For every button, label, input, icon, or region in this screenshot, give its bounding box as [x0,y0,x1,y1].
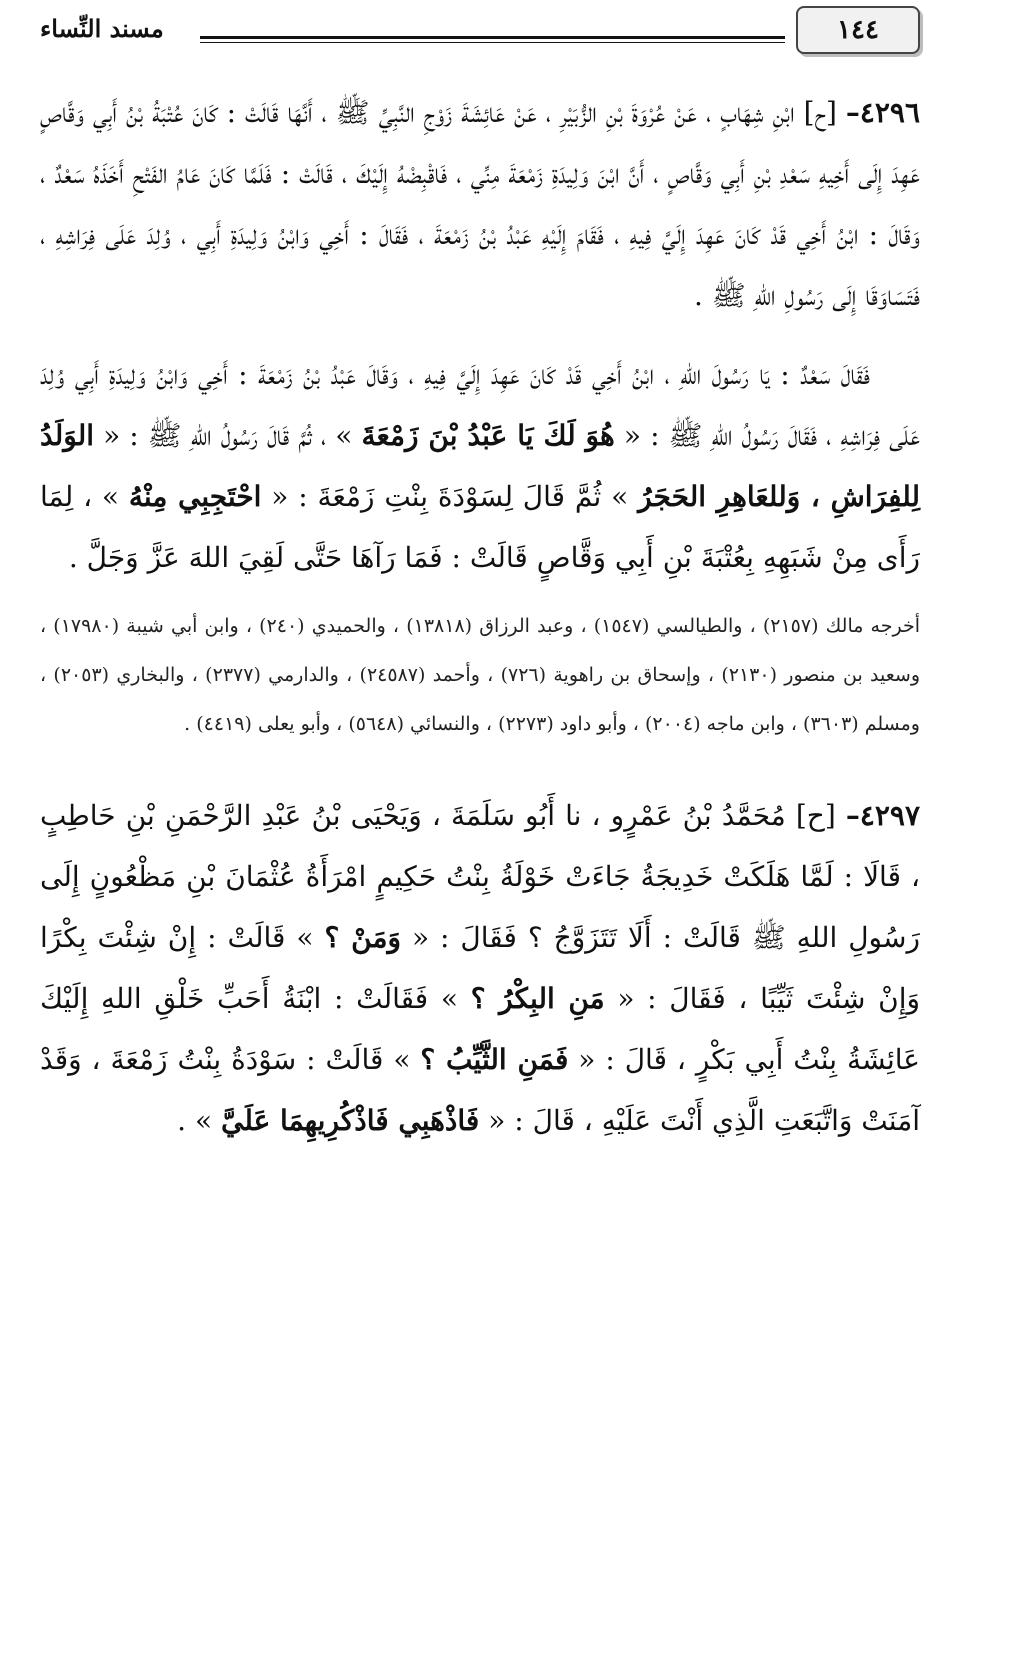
header-rule-thin [200,42,785,43]
prophetic-quote: احْتَجِبِي مِنْهُ [128,480,262,513]
page-header [0,0,1010,70]
prophetic-quote: هُوَ لَكَ يَا عَبْدُ بْنَ زَمْعَةَ [361,419,615,452]
running-title: مسند النِّساء [40,14,164,43]
hadith-text: [ح] مُحَمَّدُ بْنُ عَمْرٍو ، نا أَبُو سَلَمَةَ ، وَيَحْيَى بْنُ عَبْدِ الرَّحْمَنِ بْنِ حَاطِبٍ ، قَالَا : لَمَّا هَلَكَتْ خَدِيجَةُ جَاءَتْ خَوْلَةُ بِنْتُ حَكِيمٍ امْرَأَةُ عُثْمَانَ بْنِ مَظْعُونٍ إِلَى رَسُولِ اللهِ ﷺ قَالَتْ : أَلَا تَتَزَوَّجُ ؟ فَقَالَ : « [40,799,921,954]
page-content [40,82,920,1151]
page-number: ١٤٤ [796,6,920,54]
hadith-number: ٤٢٩٧– [845,799,920,832]
hadith-number: ٤٢٩٦– [845,96,920,129]
hadith-4297-paragraph [40,785,920,1151]
hadith-text: » فَقَالَتْ : ابْنَةُ أَحَبِّ خَلْقِ اللهِ إِلَيْكَ عَائِشَةُ بِنْتُ أَبِي بَكْرٍ ، قَالَ : « [40,982,920,1076]
hadith-text: » قَالَتْ : سَوْدَةُ بِنْتُ زَمْعَةَ ، وَقَدْ آمَنَتْ وَاتَّبَعَتِ الَّذِي أَنْتَ عَلَيْهِ ، قَالَ : « [40,1043,920,1137]
header-rule [200,36,785,39]
prophetic-quote: الوَلَدُ لِلفِرَاشِ ، وَللعَاهِرِ الحَجَرُ [40,419,920,513]
prophetic-quote: فَاذْهَبِي فَاذْكُرِيهِمَا عَلَيَّ [220,1104,480,1137]
hadith-text: » ، لِمَا رَأَى مِنْ شَبَهِهِ بِعُتْبَةَ بْنِ أَبِي وَقَّاصٍ قَالَتْ : فَمَا رَآهَا حَتَّى لَقِيَ اللهَ عَزَّ وَجَلَّ . [40,480,920,574]
hadith-text: » قَالَتْ : إِنْ شِئْتَ بِكْرًا وَإِنْ شِئْتَ ثَيِّبًا ، فَقَالَ : « [40,921,920,1015]
hadith-text: فَقَالَ سَعْدٌ : يَا رَسُولَ اللهِ ، ابْنُ أَخِي قَدْ كَانَ عَهِدَ إِلَيَّ فِيهِ ، وَقَالَ عَبْدُ بْنُ زَمْعَةَ : أَخِي وَابْنُ وَلِيدَةِ أَبِي وُلِدَ عَلَى فِرَاشِهِ ، فَقَالَ رَسُولُ اللهِ ﷺ : « [40,358,920,452]
hadith-text: » ثُمَّ قَالَ لِسَوْدَةَ بِنْتِ زَمْعَةَ : « [261,480,639,513]
hadith-text: » . [177,1104,221,1137]
hadith-4296-continuation [40,344,920,588]
prophetic-quote: مَنِ البِكْرُ ؟ [470,982,605,1015]
hadith-4296-paragraph [40,82,920,326]
prophetic-quote: فَمَنِ الثَّيِّبُ ؟ [420,1043,569,1076]
takhrij-note: أخرجه مالك (٢١٥٧) ، والطيالسي (١٥٤٧) ، وعبد الرزاق (١٣٨١٨) ، والحميدي (٢٤٠) ، وابن أبي شيبة (١٧٩٨٠) ، وسعيد بن منصور (٢١٣٠) ، وإسحاق بن راهوية (٧٢٦) ، وأحمد (٢٤٥٨٧) ، والدارمي (٢٣٧٧) ، والبخاري (٢٠٥٣) ، ومسلم (٣٦٠٣) ، وابن ماجه (٢٠٠٤) ، وأبو داود (٢٢٧٣) ، والنسائي (٥٦٤٨) ، وأبو يعلى (٤٤١٩) . [40,615,920,735]
prophetic-quote: وَمَنْ ؟ [324,921,401,954]
hadith-text: [ح] ابْنِ شِهَابٍ ، عَنْ عُرْوَةَ بْنِ الزُّبَيْرِ ، عَنْ عَائِشَةَ زَوْجِ النَّبِيِّ ﷺ ، أَنَّهَا قَالَتْ : كَانَ عُتْبَةُ بْنُ أَبِي وَقَّاصٍ عَهِدَ إِلَى أَخِيهِ سَعْدِ بْنِ أَبِي وَقَّاصٍ ، أَنَّ ابْنَ وَلِيدَةِ زَمْعَةَ مِنِّي ، فَاقْبِضْهُ إِلَيْكَ ، قَالَتْ : فَلَمَّا كَانَ عَامُ الفَتْحِ أَخَذَهُ سَعْدٌ ، وَقَالَ : ابْنُ أَخِي قَدْ كَانَ عَهِدَ إِلَيَّ فِيهِ ، فَقَامَ إِلَيْهِ عَبْدُ بْنُ زَمْعَةَ ، فَقَالَ : أَخِي وَابْنُ وَلِيدَةِ أَبِي ، وُلِدَ عَلَى فِرَاشِهِ ، فَتَسَاوَقَا إِلَى رَسُولِ اللهِ ﷺ . [40,96,920,312]
hadith-text: » ، ثُمَّ قَالَ رَسُولُ اللهِ ﷺ : « [94,419,362,452]
